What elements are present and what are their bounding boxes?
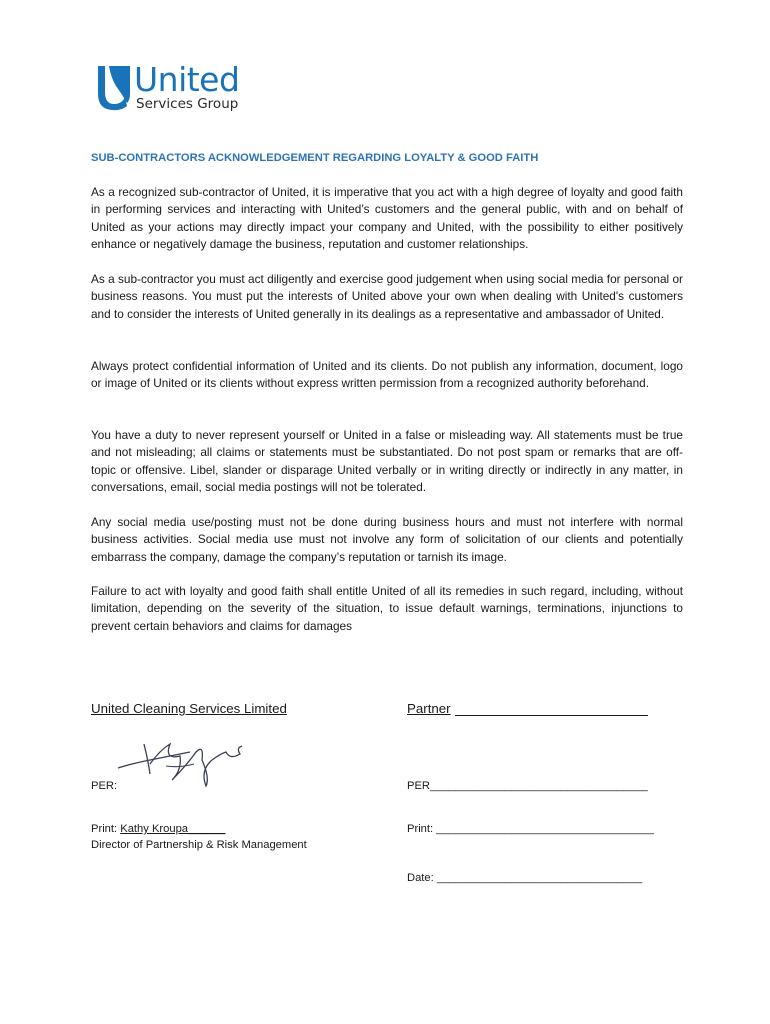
per-right-field: PER___________________________________: [407, 780, 648, 792]
united-services-group-logo: [94, 60, 264, 116]
print-left-label: Print:: [91, 823, 121, 835]
logo-subtitle: Services Group: [136, 96, 239, 112]
paragraph-business-hours: Any social media use/posting must not be done during business hours and must not interfere with normal business activities. Social media use must not involve any form of solicitation of our clients and potentially embarrass the company, damage the company’s reputation or tarnish its image.: [91, 515, 683, 564]
print-right-field: Print: ___________________________________: [407, 823, 654, 835]
print-left-line: [91, 822, 225, 837]
date-field: Date: _________________________________: [407, 872, 643, 884]
paragraph-representation: You have a duty to never represent yourself or United in a false or misleading way. All statements must be true and not misleading; all claims or statements must be substantiated. Do not post spam or remarks that are off-topic or offensive. Libel, slander or disparage United verbally or in writing directly or indirectly in any matter, in conversations, email, social media postings will not be tolerated.: [91, 428, 683, 495]
partner-label: Partner: [407, 701, 451, 716]
signatory-title: Director of Partnership & Risk Management: [91, 839, 307, 851]
document-heading: SUB-CONTRACTORS ACKNOWLEDGEMENT REGARDING LOYALTY & GOOD FAITH: [91, 152, 539, 164]
partner-signature-line: [455, 715, 648, 716]
paragraph-confidentiality: Always protect confidential information of United and its clients. Do not publish any information, document, logo or image of United or its clients without express written permission from a recognized authority beforehand.: [91, 359, 683, 391]
signatory-name: Kathy Kroupa______: [120, 823, 226, 835]
logo-wordmark: United: [134, 60, 240, 99]
per-left-label: PER:: [91, 780, 118, 792]
company-name: United Cleaning Services Limited: [91, 701, 287, 716]
paragraph-loyalty: As a recognized sub-contractor of United, it is imperative that you act with a high degree of loyalty and good faith in performing services and interacting with United’s customers and the general public, with and on behalf of United as your actions may directly impact your company and United, with the possibility to either positively enhance or negatively damage the business, reputation and customer relationships.: [91, 185, 683, 252]
handwritten-signature: [110, 730, 250, 790]
paragraph-social-media: As a sub-contractor you must act diligently and exercise good judgement when using social media for personal or business reasons. You must put the interests of United above your own when dealing with United's customers and to consider the interests of United generally in its dealings as a representative and ambassador of United.: [91, 272, 683, 321]
paragraph-remedies: Failure to act with loyalty and good faith shall entitle United of all its remedies in such regard, including, without limitation, depending on the severity of the situation, to issue default warnings, terminations, injunctions to prevent certain behaviors and claims for damages: [91, 584, 683, 633]
logo-mark-icon: [94, 64, 134, 112]
